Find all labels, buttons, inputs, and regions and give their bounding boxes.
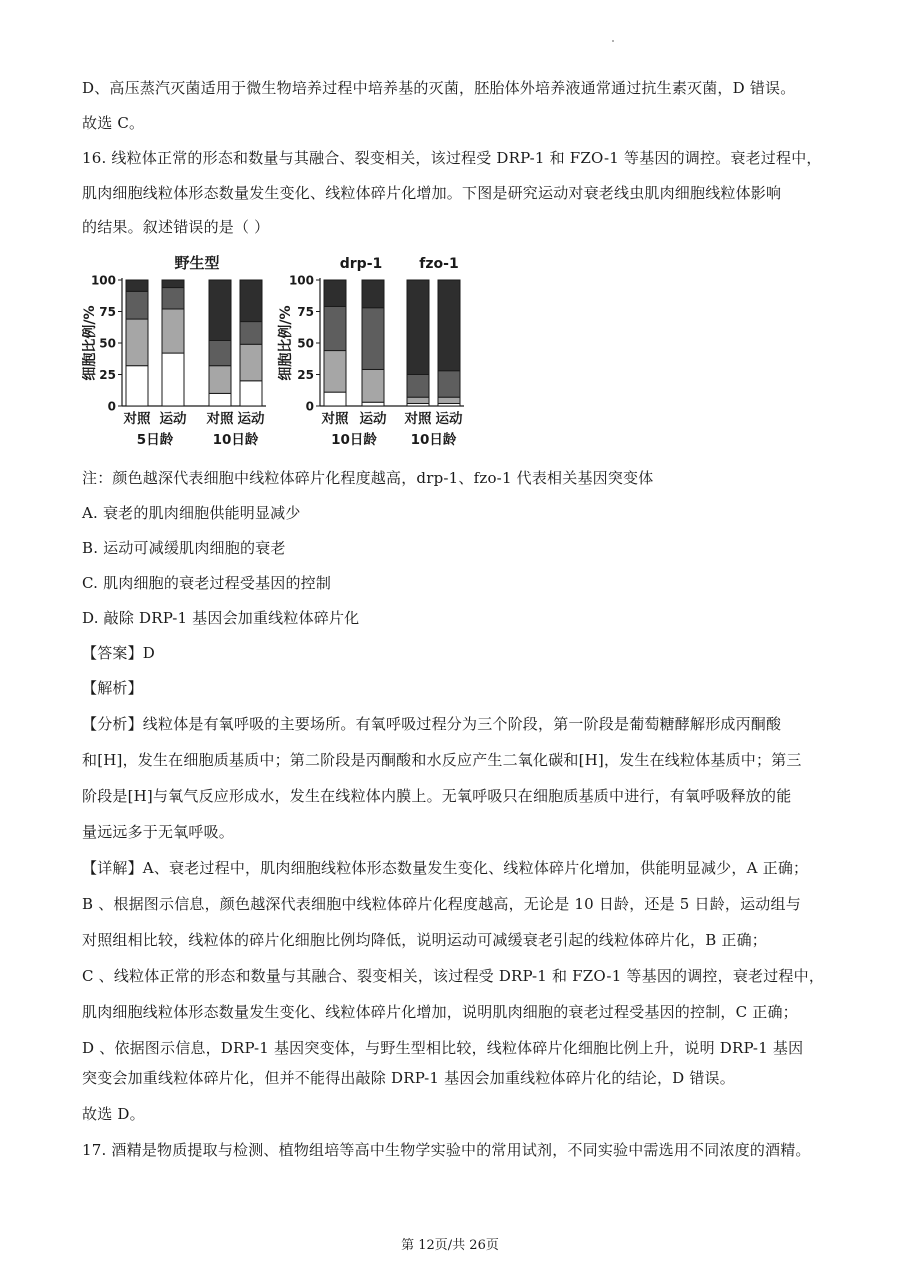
- bar-segment: [126, 291, 148, 319]
- bar-segment: [407, 375, 429, 398]
- y-tick-label: 25: [99, 368, 116, 382]
- bar-segment: [240, 322, 262, 345]
- prev-conclusion: 故选 C。: [82, 114, 145, 132]
- bar-segment: [126, 280, 148, 291]
- bar-segment: [209, 280, 231, 340]
- y-tick-label: 25: [297, 368, 314, 382]
- group-label: 10日龄: [410, 432, 457, 448]
- y-tick-label: 100: [288, 273, 314, 288]
- bar-label: 对照: [123, 411, 151, 427]
- detail-line: C 、线粒体正常的形态和数量与其融合、裂变相关，该过程受 DRP-1 和 FZO-1 等基因的调控，衰老过程中，: [82, 967, 825, 985]
- panel-title: drp-1: [339, 256, 383, 272]
- bar-segment: [324, 351, 346, 393]
- y-tick-label: 75: [297, 305, 314, 319]
- detail-line: 对照组相比较，线粒体的碎片化细胞比例均降低，说明运动可减缓衰老引起的线粒体碎片化，B 正确；: [82, 931, 767, 949]
- answer: 【答案】D: [82, 644, 156, 662]
- question-16-stem: 肌肉细胞线粒体形态数量发生变化、线粒体碎片化增加。下图是研究运动对衰老线虫肌肉细胞线粒体影响: [82, 184, 782, 202]
- bar-label: 对照: [206, 411, 234, 427]
- bar-segment: [324, 392, 346, 406]
- bar-segment: [162, 353, 184, 406]
- bar-segment: [438, 371, 460, 397]
- group-label: 10日龄: [331, 432, 377, 448]
- question-17-stem: 17. 酒精是物质提取与检测、植物组培等高中生物学实验中的常用试剂，不同实验中需选用不同浓度的酒精。: [82, 1141, 811, 1159]
- panel-title: 野生型: [174, 254, 220, 272]
- analysis-line: 和[H]，发生在细胞质基质中；第二阶段是丙酮酸和水反应产生二氧化碳和[H]，发生在线粒体基质中；第三: [82, 751, 802, 769]
- bar-segment: [126, 366, 148, 406]
- mitochondria-fragmentation-chart: [82, 248, 482, 458]
- detail-line: 【详解】A、衰老过程中，肌肉细胞线粒体形态数量发生变化、线粒体碎片化增加，供能明显减少，A 正确；: [82, 859, 809, 877]
- bar-segment: [209, 366, 231, 394]
- bar-segment: [362, 308, 384, 370]
- bar-label: 运动: [159, 411, 187, 427]
- wild-type-panel: [82, 254, 266, 448]
- analysis-header: 【解析】: [82, 679, 143, 697]
- detail-line: 突变会加重线粒体碎片化，但并不能得出敲除 DRP-1 基因会加重线粒体碎片化的结论，D 错误。: [82, 1069, 735, 1087]
- group-label: 5日龄: [136, 432, 174, 448]
- scan-speck: [612, 40, 614, 42]
- bar-segment: [240, 280, 262, 322]
- bar-segment: [407, 280, 429, 375]
- detail-line: B 、根据图示信息，颜色越深代表细胞中线粒体碎片化程度越高，无论是 10 日龄，还是 5 日龄，运动组与: [82, 895, 801, 913]
- question-16-stem: 的结果。叙述错误的是（ ）: [82, 218, 270, 236]
- bar-segment: [162, 309, 184, 353]
- prev-answer-line: D、高压蒸汽灭菌适用于微生物培养过程中培养基的灭菌，胚胎体外培养液通常通过抗生素灭菌，D 错误。: [82, 79, 796, 97]
- detail-line: 肌肉细胞线粒体形态数量发生变化、线粒体碎片化增加，说明肌肉细胞的衰老过程受基因的控制，C 正确；: [82, 1003, 798, 1021]
- bar-segment: [240, 381, 262, 406]
- y-tick-label: 50: [99, 336, 116, 351]
- option-a: A. 衰老的肌肉细胞供能明显减少: [82, 504, 301, 522]
- analysis-line: 【分析】线粒体是有氧呼吸的主要场所。有氧呼吸过程分为三个阶段，第一阶段是葡萄糖酵解形成丙酮酸: [82, 715, 782, 733]
- page-footer: 第 12页/共 26页: [401, 1238, 499, 1253]
- figure-note: 注：颜色越深代表细胞中线粒体碎片化程度越高，drp-1、fzo-1 代表相关基因突变体: [82, 469, 654, 487]
- y-axis-label: 细胞比例/%: [278, 305, 294, 381]
- conclusion: 故选 D。: [82, 1105, 145, 1123]
- y-tick-label: 0: [305, 399, 314, 414]
- group-label: 10日龄: [212, 432, 259, 448]
- bar-segment: [126, 319, 148, 366]
- question-16-stem: 16. 线粒体正常的形态和数量与其融合、裂变相关，该过程受 DRP-1 和 FZO-1 等基因的调控。衰老过程中，: [82, 149, 822, 167]
- mutant-panel: [277, 256, 464, 448]
- y-tick-label: 75: [99, 305, 116, 319]
- bar-segment: [162, 280, 184, 288]
- bar-segment: [209, 393, 231, 406]
- bar-segment: [324, 280, 346, 306]
- analysis-line: 量远远多于无氧呼吸。: [82, 823, 235, 841]
- bar-segment: [324, 306, 346, 350]
- option-b: B. 运动可减缓肌肉细胞的衰老: [82, 539, 286, 557]
- option-d: D. 敲除 DRP-1 基因会加重线粒体碎片化: [82, 609, 360, 627]
- bar-segment: [362, 369, 384, 402]
- bar-label: 运动: [237, 411, 265, 427]
- bar-segment: [438, 397, 460, 403]
- bar-label: 对照: [321, 411, 349, 427]
- bar-segment: [407, 397, 429, 403]
- bar-segment: [438, 280, 460, 371]
- bar-segment: [362, 402, 384, 406]
- bar-label: 对照: [404, 411, 432, 427]
- bar-segment: [240, 344, 262, 381]
- detail-line: D 、依据图示信息，DRP-1 基因突变体，与野生型相比较，线粒体碎片化细胞比例上升，说明 DRP-1 基因: [82, 1039, 804, 1057]
- bar-label: 运动: [435, 411, 463, 427]
- bar-label: 运动: [359, 411, 387, 427]
- bar-segment: [162, 288, 184, 309]
- y-tick-label: 100: [90, 273, 116, 288]
- y-tick-label: 50: [297, 336, 314, 351]
- bar-segment: [209, 340, 231, 365]
- y-tick-label: 0: [107, 399, 116, 414]
- bar-segment: [362, 280, 384, 308]
- option-c: C. 肌肉细胞的衰老过程受基因的控制: [82, 574, 332, 592]
- analysis-line: 阶段是[H]与氧气反应形成水，发生在线粒体内膜上。无氧呼吸只在细胞质基质中进行，有氧呼吸释放的能: [82, 787, 792, 805]
- panel-title: fzo-1: [419, 256, 459, 272]
- y-axis-label: 细胞比例/%: [82, 305, 98, 381]
